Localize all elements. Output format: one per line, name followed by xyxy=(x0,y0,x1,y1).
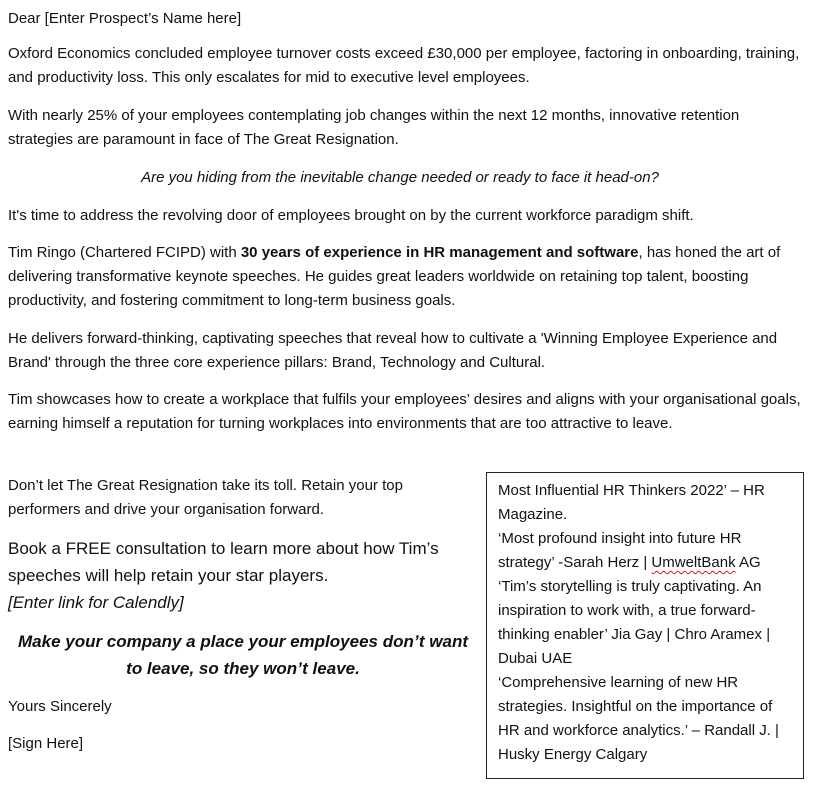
spellcheck-word: UmweltBank xyxy=(651,554,736,571)
salutation: Dear [Enter Prospect’s Name here] xyxy=(8,10,242,27)
testimonial-jia-gay: ‘Tim’s storytelling is truly captivating. An inspiration to work with, a true forward-thinking enabler’ Jia Gay | Chro Aramex | Dubai UAE xyxy=(498,578,771,667)
t2-start: ‘Most profound insight into future HR strategy’ -Sarah Herz | xyxy=(498,530,742,571)
paragraph-great-resignation: Don’t let The Great Resignation take its toll. Retain your top performers and drive your organisation forward. xyxy=(8,477,403,518)
signature-placeholder: [Sign Here] xyxy=(8,735,84,752)
testimonial-sarah-herz xyxy=(498,527,795,575)
paragraph-workplace: Tim showcases how to create a workplace that fulfils your employees’ desires and aligns with your organisational goals, earning himself a reputation for turning workplaces into environments that are too attractive to leave. xyxy=(8,391,801,432)
experience-highlight: 30 years of experience in HR management and software xyxy=(240,244,639,261)
paragraph-turnover-costs: Oxford Economics concluded employee turnover costs exceed £30,000 per employee, factoring in onboarding, training, and productivity loss. This only escalates for mid to executive level employees. xyxy=(8,45,800,86)
testimonials-box xyxy=(486,472,804,779)
slogan: Make your company a place your employees don’t want to leave, so they won’t leave. xyxy=(18,632,468,678)
testimonial-randall: ‘Comprehensive learning of new HR strategies. Insightful on the importance of HR and workforce analytics.’ – Randall J. | Husky Energy Calgary xyxy=(498,674,779,763)
calendly-link-placeholder[interactable]: [Enter link for Calendly] xyxy=(8,593,184,612)
t2-end: AG xyxy=(735,554,761,571)
paragraph-revolving-door: It's time to address the revolving door of employees brought on by the current workforce paradigm shift. xyxy=(8,207,694,224)
left-column xyxy=(8,474,478,756)
question-line: Are you hiding from the inevitable change needed or ready to face it head-on? xyxy=(141,169,659,186)
para4-end: , has honed the art of delivering transformative keynote speeches. He guides great leaders worldwide on retaining top talent, boosting productivity, and fostering commitment to long-term business goals. xyxy=(8,244,781,309)
testimonial-hr-magazine: Most Influential HR Thinkers 2022’ – HR Magazine. xyxy=(498,482,765,523)
paragraph-retention: With nearly 25% of your employees contemplating job changes within the next 12 months, innovative retention strategies are paramount in face of The Great Resignation. xyxy=(8,107,740,148)
paragraph-tim-ringo xyxy=(8,241,808,313)
paragraph-speeches: He delivers forward-thinking, captivating speeches that reveal how to cultivate a 'Winning Employee Experience and Brand' through the three core experience pillars: Brand, Technology and Cultural. xyxy=(8,330,778,371)
para4-start: Tim Ringo (Chartered FCIPD) with xyxy=(8,244,241,261)
closing: Yours Sincerely xyxy=(8,698,112,715)
consultation-cta: Book a FREE consultation to learn more about how Tim’s speeches will help retain your star players. xyxy=(8,539,439,585)
